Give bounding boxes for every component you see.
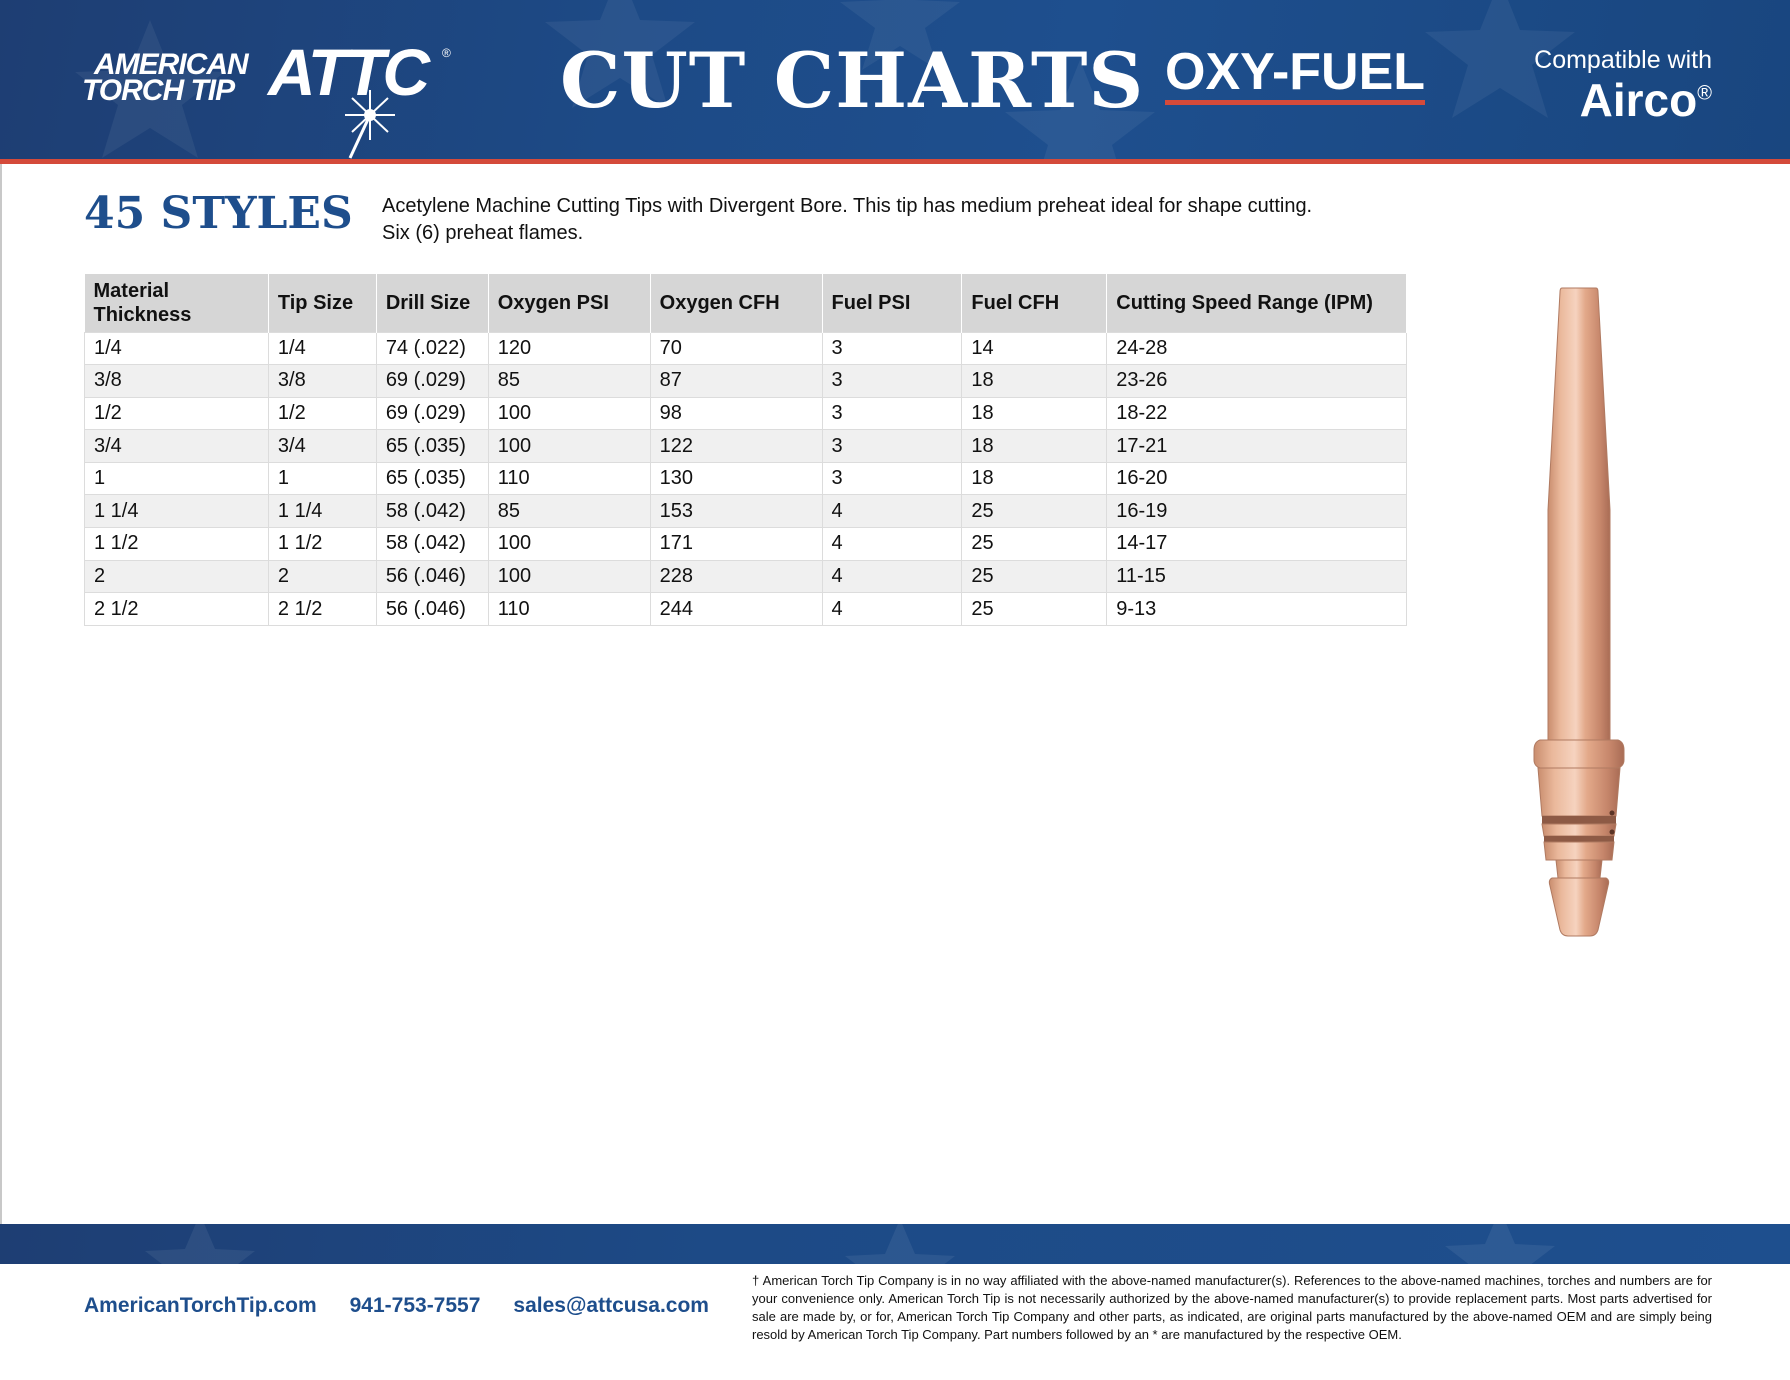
table-cell: 14-17 — [1107, 528, 1407, 561]
table-cell: 2 1/2 — [268, 593, 376, 626]
table-cell: 24-28 — [1107, 332, 1407, 365]
compatible-brand — [1534, 75, 1712, 126]
table-cell: 56 (.046) — [376, 560, 488, 593]
table-cell: 4 — [822, 593, 962, 626]
table-cell: 65 (.035) — [376, 462, 488, 495]
table-cell: 1 1/2 — [268, 528, 376, 561]
spark-icon — [310, 80, 430, 160]
table-row — [85, 365, 1407, 398]
column-header: Oxygen CFH — [650, 274, 822, 332]
table-cell: 56 (.046) — [376, 593, 488, 626]
table-cell: 100 — [488, 528, 650, 561]
category-label: OXY-FUEL — [1165, 46, 1425, 105]
table-cell: 25 — [962, 495, 1107, 528]
table-cell: 16-19 — [1107, 495, 1407, 528]
table-cell: 130 — [650, 462, 822, 495]
table-cell: 25 — [962, 528, 1107, 561]
table-row — [85, 397, 1407, 430]
footer-stars-icon — [0, 1224, 1790, 1264]
table-cell: 100 — [488, 397, 650, 430]
attc-logo[interactable] — [80, 35, 460, 150]
column-header: Cutting Speed Range (IPM) — [1107, 274, 1407, 332]
table-cell: 18 — [962, 365, 1107, 398]
table-cell: 3 — [822, 365, 962, 398]
description-line-1: Acetylene Machine Cutting Tips with Divergent Bore. This tip has medium preheat ideal for shape cutting. — [382, 195, 1313, 217]
section-description — [382, 193, 1362, 247]
header-accent-line — [0, 159, 1790, 164]
table-cell: 9-13 — [1107, 593, 1407, 626]
brand-registered-mark: ® — [1697, 82, 1712, 105]
table-cell: 2 1/2 — [85, 593, 269, 626]
table-cell: 69 (.029) — [376, 397, 488, 430]
compatible-label: Compatible with — [1534, 46, 1712, 74]
table-cell: 1 1/2 — [85, 528, 269, 561]
table-cell: 74 (.022) — [376, 332, 488, 365]
table-cell: 85 — [488, 495, 650, 528]
column-header: Oxygen PSI — [488, 274, 650, 332]
table-header-row — [85, 274, 1407, 332]
table-cell: 25 — [962, 593, 1107, 626]
column-header: Material Thickness — [85, 274, 269, 332]
table-row — [85, 560, 1407, 593]
table-cell: 2 — [268, 560, 376, 593]
table-cell: 1 — [85, 462, 269, 495]
table-cell: 65 (.035) — [376, 430, 488, 463]
table-cell: 3 — [822, 430, 962, 463]
table-cell: 11-15 — [1107, 560, 1407, 593]
table-cell: 85 — [488, 365, 650, 398]
table-cell: 1/2 — [268, 397, 376, 430]
logo-line-2: TORCH TIP — [82, 74, 235, 107]
website-link[interactable]: AmericanTorchTip.com — [84, 1294, 317, 1317]
cutting-tip-image — [1500, 280, 1660, 940]
table-cell: 3/4 — [268, 430, 376, 463]
column-header: Fuel PSI — [822, 274, 962, 332]
table-cell: 98 — [650, 397, 822, 430]
table-row — [85, 495, 1407, 528]
compatibility-block — [1534, 46, 1712, 126]
column-header: Fuel CFH — [962, 274, 1107, 332]
table-cell: 1 — [268, 462, 376, 495]
table-cell: 58 (.042) — [376, 528, 488, 561]
table-cell: 4 — [822, 495, 962, 528]
table-cell: 3/4 — [85, 430, 269, 463]
table-cell: 58 (.042) — [376, 495, 488, 528]
table-row — [85, 528, 1407, 561]
description-line-2: Six (6) preheat flames. — [382, 222, 584, 244]
table-row — [85, 593, 1407, 626]
table-cell: 18-22 — [1107, 397, 1407, 430]
table-cell: 4 — [822, 560, 962, 593]
table-row — [85, 332, 1407, 365]
section-title: 45 STYLES — [84, 188, 353, 239]
cut-chart-table — [84, 274, 1407, 626]
footer-band — [0, 1224, 1790, 1264]
column-header: Drill Size — [376, 274, 488, 332]
table-cell: 2 — [85, 560, 269, 593]
table-cell: 3 — [822, 397, 962, 430]
logo-registered-mark: ® — [442, 46, 451, 60]
table-cell: 18 — [962, 430, 1107, 463]
table-cell: 3 — [822, 462, 962, 495]
page-title: CUT CHARTS — [560, 36, 1145, 125]
table-cell: 1/4 — [268, 332, 376, 365]
table-cell: 110 — [488, 593, 650, 626]
header-banner — [0, 0, 1790, 164]
table-cell: 1/4 — [85, 332, 269, 365]
table-cell: 1 1/4 — [268, 495, 376, 528]
table-cell: 1/2 — [85, 397, 269, 430]
table-cell: 1 1/4 — [85, 495, 269, 528]
table-cell: 171 — [650, 528, 822, 561]
email-link[interactable]: sales@attcusa.com — [513, 1294, 709, 1317]
table-cell: 153 — [650, 495, 822, 528]
table-cell: 110 — [488, 462, 650, 495]
table-cell: 100 — [488, 430, 650, 463]
logo-line-1: AMERICAN — [94, 48, 248, 81]
table-cell: 25 — [962, 560, 1107, 593]
table-row — [85, 430, 1407, 463]
table-cell: 3/8 — [85, 365, 269, 398]
table-cell: 16-20 — [1107, 462, 1407, 495]
table-body — [85, 332, 1407, 625]
table-cell: 228 — [650, 560, 822, 593]
column-header: Tip Size — [268, 274, 376, 332]
table-cell: 18 — [962, 397, 1107, 430]
table-cell: 4 — [822, 528, 962, 561]
footer-disclaimer: † American Torch Tip Company is in no way affiliated with the above-named manufacturer(s). References to the above-named machines, torches and numbers are for your convenience only. American Torch Tip is not necessarily authorized by the above-named manufacturer(s) to provide replacement parts. Most parts advertised for sale are made by, or for, American Torch Tip Company and other parts, as indicated, are original parts manufactured by the above-named OEM and are simply being resold by American Torch Tip Company. Part numbers followed by an * are manufactured by the respective OEM. — [752, 1273, 1712, 1342]
table-cell: 23-26 — [1107, 365, 1407, 398]
phone-link[interactable]: 941-753-7557 — [349, 1294, 481, 1317]
table-cell: 14 — [962, 332, 1107, 365]
table-cell: 244 — [650, 593, 822, 626]
table-cell: 3/8 — [268, 365, 376, 398]
table-cell: 18 — [962, 462, 1107, 495]
table-cell: 87 — [650, 365, 822, 398]
table-cell: 120 — [488, 332, 650, 365]
table-cell: 17-21 — [1107, 430, 1407, 463]
table-cell: 70 — [650, 332, 822, 365]
logo-mark: ATTC — [268, 35, 428, 109]
footer-contact — [84, 1294, 709, 1318]
table-cell: 69 (.029) — [376, 365, 488, 398]
table-cell: 3 — [822, 332, 962, 365]
table-cell: 122 — [650, 430, 822, 463]
page-left-border — [0, 164, 2, 1224]
table-cell: 100 — [488, 560, 650, 593]
table-row — [85, 462, 1407, 495]
brand-name: Airco — [1579, 74, 1698, 126]
